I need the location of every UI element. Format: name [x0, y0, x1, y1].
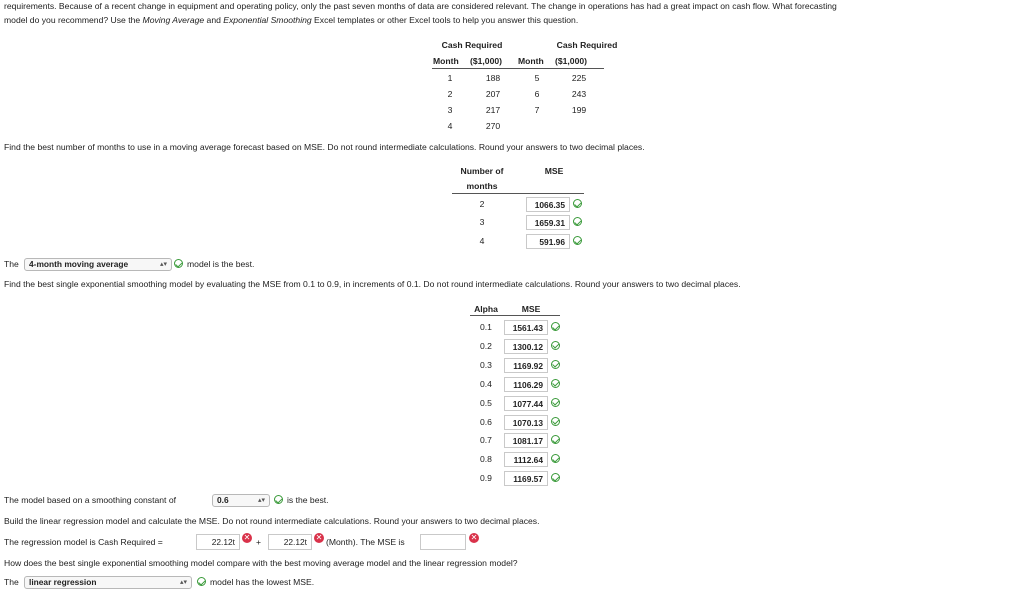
- cash-month: 3: [447, 105, 453, 115]
- check-icon: [551, 435, 560, 444]
- final-suffix: model has the lowest MSE.: [210, 577, 315, 587]
- final-selected: linear regression: [29, 577, 97, 587]
- es-mse-input[interactable]: 1081.17: [504, 433, 548, 448]
- cash-amount: 270: [485, 121, 501, 131]
- check-icon: [573, 217, 582, 226]
- ma-mse-input[interactable]: 1659.31: [526, 215, 570, 230]
- cash-h-2: Cash Required: [556, 40, 618, 50]
- ma-months: 4: [479, 236, 485, 246]
- cash-month: 2: [447, 89, 453, 99]
- ma-h-months: months: [466, 181, 498, 191]
- es-alpha: 0.5: [480, 397, 492, 408]
- es-best-select[interactable]: [212, 494, 270, 507]
- compare-question: How does the best single exponential smoothing model compare with the best moving average model and the linear regression model?: [4, 558, 518, 568]
- cash-h-amount-2: ($1,000): [555, 56, 588, 66]
- cash-amount: 199: [571, 105, 587, 115]
- check-icon: [551, 322, 560, 331]
- ma-months: 3: [479, 217, 485, 227]
- check-icon: [551, 473, 560, 482]
- cash-month: 6: [534, 89, 540, 99]
- intro-line-2-b: Excel templates or other Excel tools to help you answer this question.: [311, 15, 579, 25]
- ma-h-number: Number of: [460, 166, 504, 176]
- check-icon: [551, 379, 560, 388]
- intro-line-2-a: model do you recommend? Use the: [4, 15, 143, 25]
- ma-mse-input[interactable]: 591.96: [526, 234, 570, 249]
- es-mse-input[interactable]: 1169.57: [504, 471, 548, 486]
- final-select[interactable]: [24, 576, 192, 589]
- intro-and: and: [204, 15, 224, 25]
- check-icon: [551, 417, 560, 426]
- cash-h-amount-1: ($1,000): [470, 56, 503, 66]
- exponential-smoothing-template: Exponential Smoothing: [223, 15, 312, 25]
- cash-amount: 207: [485, 89, 501, 99]
- check-icon: [174, 259, 183, 268]
- es-mse-input[interactable]: 1300.12: [504, 339, 548, 354]
- es-alpha: 0.9: [480, 473, 492, 484]
- ma-h-mse: MSE: [544, 166, 564, 176]
- cash-month: 7: [534, 105, 540, 115]
- x-icon: ✕: [470, 533, 478, 542]
- ma-best-prefix: The: [4, 259, 19, 269]
- check-icon: [274, 495, 283, 504]
- moving-average-template: Moving Average: [142, 15, 205, 25]
- es-best-suffix: is the best.: [287, 495, 329, 505]
- check-icon: [551, 398, 560, 407]
- es-alpha: 0.3: [480, 359, 492, 370]
- cash-h-1: Cash Required: [441, 40, 503, 50]
- lr-prefix: The regression model is Cash Required =: [4, 537, 163, 547]
- cash-amount: 243: [571, 89, 587, 99]
- es-question: Find the best single exponential smoothing model by evaluating the MSE from 0.1 to 0.9, in increments of 0.1. Do not round intermediate calculations. Round your answers to two decimal places.: [4, 279, 741, 289]
- lr-mse-input[interactable]: [420, 534, 466, 550]
- es-best-prefix: The model based on a smoothing constant of: [4, 495, 176, 505]
- es-h-mse: MSE: [521, 304, 541, 314]
- ma-question: Find the best number of months to use in a moving average forecast based on MSE. Do not round intermediate calculations. Round your answers to two decimal places.: [4, 142, 645, 152]
- ma-best-select[interactable]: [24, 258, 172, 271]
- lr-month-text: (Month). The MSE is: [326, 537, 405, 547]
- cash-h-month-2: Month: [518, 56, 544, 66]
- es-mse-input[interactable]: 1169.92: [504, 358, 548, 373]
- cash-month: 5: [534, 73, 540, 83]
- es-alpha: 0.6: [480, 416, 492, 427]
- es-alpha: 0.4: [480, 378, 492, 389]
- ma-best-suffix: model is the best.: [187, 259, 255, 269]
- es-alpha: 0.8: [480, 454, 492, 465]
- x-icon: ✕: [243, 533, 251, 542]
- es-header-rule: [470, 315, 560, 316]
- cash-h-month-1: Month: [433, 56, 459, 66]
- es-alpha: 0.1: [480, 322, 492, 332]
- select-arrow-icon: ▴▾: [159, 261, 167, 268]
- cash-amount: 225: [571, 73, 587, 83]
- check-icon: [551, 360, 560, 369]
- es-mse-input[interactable]: 1106.29: [504, 377, 548, 392]
- check-icon: [551, 454, 560, 463]
- select-arrow-icon: ▴▾: [257, 497, 265, 504]
- select-arrow-icon: ▴▾: [179, 579, 187, 586]
- intro-line-2: [4, 15, 578, 25]
- cash-header-rule: [432, 68, 604, 69]
- es-alpha: 0.2: [480, 340, 492, 351]
- ma-header-rule: [452, 193, 584, 194]
- es-alpha: 0.7: [480, 435, 492, 446]
- check-icon: [573, 236, 582, 245]
- check-icon: [197, 577, 206, 586]
- ma-best-selected: 4-month moving average: [29, 259, 129, 269]
- es-mse-input[interactable]: 1561.43: [504, 320, 548, 335]
- lr-question: Build the linear regression model and calculate the MSE. Do not round intermediate calculations. Round your answers to two decimal places.: [4, 516, 540, 526]
- ma-mse-input[interactable]: 1066.35: [526, 197, 570, 212]
- es-mse-input[interactable]: 1077.44: [504, 396, 548, 411]
- cash-amount: 217: [485, 105, 501, 115]
- check-icon: [551, 341, 560, 350]
- ma-months: 2: [479, 199, 485, 209]
- cash-month: 4: [447, 121, 453, 131]
- lr-plus: +: [256, 537, 262, 547]
- x-icon: ✕: [315, 533, 323, 542]
- es-mse-input[interactable]: 1070.13: [504, 415, 548, 430]
- es-best-selected: 0.6: [217, 495, 229, 505]
- check-icon: [573, 199, 582, 208]
- cash-month: 1: [447, 73, 453, 83]
- final-prefix: The: [4, 577, 19, 587]
- lr-intercept-input[interactable]: 22.12t: [196, 534, 240, 550]
- cash-amount: 188: [485, 73, 501, 83]
- lr-slope-input[interactable]: 22.12t: [268, 534, 312, 550]
- es-h-alpha: Alpha: [474, 304, 498, 314]
- intro-line-1: requirements. Because of a recent change in equipment and operating policy, only the past seven months of data are considered relevant. The change in operations has had a great impact on cash flow. What forecasting: [4, 1, 837, 11]
- es-mse-input[interactable]: 1112.64: [504, 452, 548, 467]
